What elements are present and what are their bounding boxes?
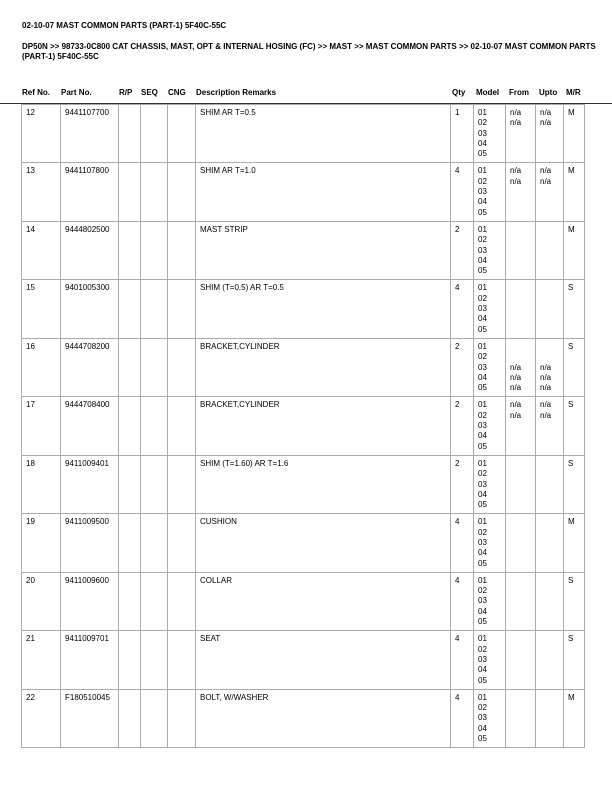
cell-rp [119,631,141,689]
cell-description: BOLT, W/WASHER [196,689,451,747]
table-header [0,86,612,104]
cell-cng [168,572,196,630]
cell-description: MAST STRIP [196,221,451,279]
cell-description: SHIM AR T=1.0 [196,163,451,221]
cell-seq [141,280,168,338]
cell-ref-no: 12 [22,105,61,163]
cell-models: 01 02 03 04 05 [474,397,506,455]
cell-upto [536,455,564,513]
cell-seq [141,572,168,630]
cell-rp [119,221,141,279]
table-row [22,572,585,630]
table-row [22,221,585,279]
cell-description: BRACKET,CYLINDER [196,338,451,396]
cell-part-no: 9411009500 [61,514,119,572]
col-part: Part No. [61,88,92,97]
cell-part-no: 9411009600 [61,572,119,630]
cell-qty: 4 [451,631,474,689]
cell-mr: M [564,221,585,279]
table-row [22,631,585,689]
cell-ref-no: 18 [22,455,61,513]
cell-mr: S [564,338,585,396]
table-row [22,280,585,338]
cell-seq [141,397,168,455]
cell-ref-no: 14 [22,221,61,279]
cell-mr: S [564,397,585,455]
cell-models: 01 02 03 04 05 [474,280,506,338]
table-row [22,338,585,396]
cell-from [506,221,536,279]
cell-part-no: 9411009401 [61,455,119,513]
cell-from: n/a n/a [506,105,536,163]
cell-mr: M [564,163,585,221]
cell-models: 01 02 03 04 05 [474,455,506,513]
cell-upto [536,221,564,279]
cell-cng [168,514,196,572]
cell-cng [168,338,196,396]
cell-qty: 4 [451,163,474,221]
cell-seq [141,455,168,513]
cell-from: n/a n/a n/a [506,338,536,396]
cell-models: 01 02 03 04 05 [474,572,506,630]
cell-from: n/a n/a [506,163,536,221]
cell-qty: 4 [451,689,474,747]
col-ref: Ref No. [22,88,50,97]
cell-mr: M [564,689,585,747]
cell-upto: n/a n/a [536,105,564,163]
cell-part-no: 9401005300 [61,280,119,338]
cell-qty: 2 [451,455,474,513]
cell-from [506,514,536,572]
cell-ref-no: 19 [22,514,61,572]
cell-cng [168,397,196,455]
cell-rp [119,572,141,630]
col-mr: M/R [566,88,581,97]
cell-description: SEAT [196,631,451,689]
table-row [22,689,585,747]
cell-upto: n/a n/a [536,397,564,455]
cell-seq [141,631,168,689]
cell-seq [141,514,168,572]
cell-mr: S [564,455,585,513]
cell-models: 01 02 03 04 05 [474,631,506,689]
table-row [22,455,585,513]
col-upto: Upto [539,88,558,97]
cell-cng [168,455,196,513]
cell-qty: 4 [451,572,474,630]
cell-from [506,280,536,338]
cell-rp [119,397,141,455]
cell-seq [141,338,168,396]
cell-description: BRACKET,CYLINDER [196,397,451,455]
cell-upto [536,514,564,572]
cell-cng [168,280,196,338]
parts-table [21,104,585,748]
cell-description: SHIM (T=1.60) AR T=1.6 [196,455,451,513]
cell-models: 01 02 03 04 05 [474,514,506,572]
cell-mr: S [564,572,585,630]
cell-part-no: 9444708400 [61,397,119,455]
cell-from [506,572,536,630]
cell-ref-no: 20 [22,572,61,630]
page-title: 02-10-07 MAST COMMON PARTS (PART-1) 5F40C-55C [22,21,227,30]
cell-description: SHIM (T=0.5) AR T=0.5 [196,280,451,338]
cell-ref-no: 13 [22,163,61,221]
cell-description: SHIM AR T=0.5 [196,105,451,163]
cell-models: 01 02 03 04 05 [474,105,506,163]
cell-models: 01 02 03 04 05 [474,338,506,396]
table-row [22,105,585,163]
cell-rp [119,689,141,747]
cell-seq [141,163,168,221]
cell-ref-no: 15 [22,280,61,338]
breadcrumb: DP50N >> 98733-0C800 CAT CHASSIS, MAST, OPT & INTERNAL HOSING (FC) >> MAST >> MAST COMMON PARTS >> 02-10-07 MAST COMMON PARTS (PART-1) 5F40C-55C [22,42,596,61]
cell-ref-no: 17 [22,397,61,455]
cell-from [506,689,536,747]
cell-qty: 2 [451,338,474,396]
cell-part-no: 9411009701 [61,631,119,689]
table-row [22,397,585,455]
cell-models: 01 02 03 04 05 [474,221,506,279]
cell-rp [119,105,141,163]
cell-from: n/a n/a [506,397,536,455]
cell-mr: S [564,631,585,689]
cell-description: CUSHION [196,514,451,572]
cell-qty: 4 [451,514,474,572]
cell-qty: 2 [451,397,474,455]
col-seq: SEQ [141,88,158,97]
cell-part-no: 9441107800 [61,163,119,221]
cell-upto: n/a n/a n/a [536,338,564,396]
cell-part-no: 9444708200 [61,338,119,396]
cell-upto [536,280,564,338]
cell-upto [536,572,564,630]
cell-seq [141,221,168,279]
cell-models: 01 02 03 04 05 [474,689,506,747]
cell-cng [168,163,196,221]
col-cng: CNG [168,88,186,97]
cell-qty: 2 [451,221,474,279]
cell-mr: S [564,280,585,338]
cell-rp [119,338,141,396]
cell-part-no: 9441107700 [61,105,119,163]
cell-from [506,631,536,689]
col-model: Model [476,88,500,97]
cell-part-no: 9444802500 [61,221,119,279]
cell-qty: 4 [451,280,474,338]
cell-mr: M [564,514,585,572]
cell-description: COLLAR [196,572,451,630]
table-row [22,163,585,221]
cell-upto: n/a n/a [536,163,564,221]
cell-upto [536,689,564,747]
col-qty: Qty [452,88,466,97]
cell-from [506,455,536,513]
col-rp: R/P [119,88,133,97]
cell-cng [168,631,196,689]
cell-mr: M [564,105,585,163]
cell-upto [536,631,564,689]
col-from: From [509,88,529,97]
cell-rp [119,455,141,513]
cell-cng [168,689,196,747]
cell-rp [119,163,141,221]
cell-ref-no: 21 [22,631,61,689]
cell-qty: 1 [451,105,474,163]
cell-rp [119,280,141,338]
cell-rp [119,514,141,572]
cell-ref-no: 22 [22,689,61,747]
cell-cng [168,221,196,279]
table-row [22,514,585,572]
cell-models: 01 02 03 04 05 [474,163,506,221]
cell-cng [168,105,196,163]
cell-ref-no: 16 [22,338,61,396]
cell-seq [141,689,168,747]
cell-seq [141,105,168,163]
col-desc: Description Remarks [196,88,277,97]
cell-part-no: F180510045 [61,689,119,747]
